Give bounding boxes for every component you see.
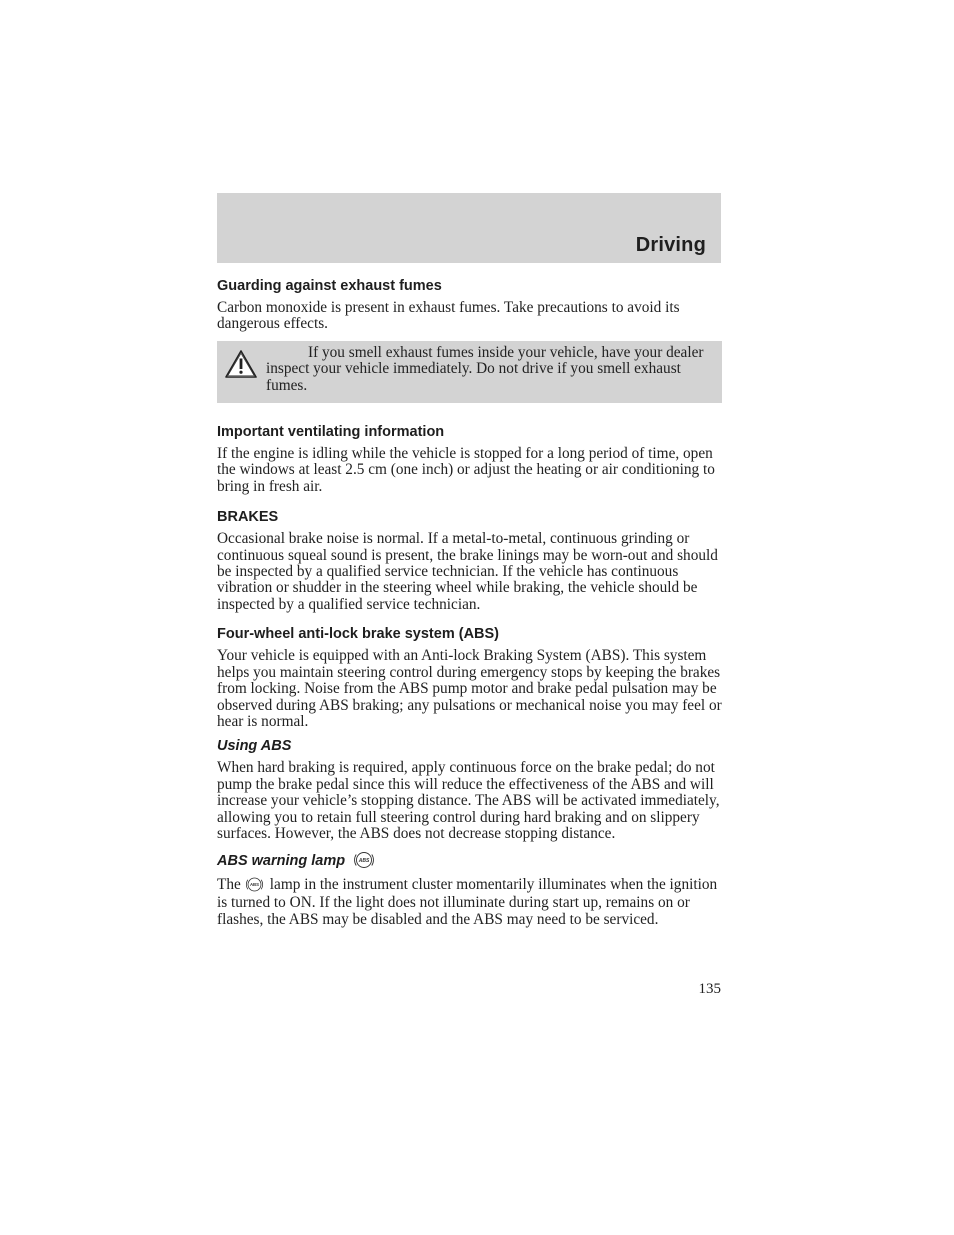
chapter-title: Driving xyxy=(635,234,706,256)
brakes-heading: BRAKES xyxy=(217,509,279,526)
warning-text: If you smell exhaust fumes inside your vehicle, have your dealer inspect your vehicle immediately. Do not drive if you smell exhaust fumes. xyxy=(266,343,704,394)
using-abs-body: When hard braking is required, apply continuous force on the brake pedal; do not pump the brake pedal since this will reduce the effectiveness of the ABS and will increase your vehicle’s stopping distance. The ABS will be activated immediately, allowing you to retain full steering control during hard braking and on slippery surfaces. However, the ABS does not decrease stopping distance. xyxy=(217,759,720,842)
page-number: 135 xyxy=(698,981,721,997)
abs-body: Your vehicle is equipped with an Anti-lock Braking System (ABS). This system helps you maintain steering control during emergency stops by keeping the brakes from locking. Noise from the ABS pump motor and brake pedal pulsation may be observed during ABS braking; any pulsations or mechanical noise you may feel or hear is normal. xyxy=(217,647,722,730)
brakes-body: Occasional brake noise is normal. If a metal-to-metal, continuous grinding or continuous squeal sound is present, the brake linings may be worn-out and should be inspected by a qualified service technician. If the vehicle has continuous vibration or shudder in the steering wheel while braking, the vehicle should be inspected by a qualified service technician. xyxy=(217,530,718,613)
abs-inline-icon xyxy=(245,875,264,894)
abs-lamp-heading xyxy=(217,850,722,872)
chapter-header-bar xyxy=(217,193,721,263)
warning-triangle-icon xyxy=(224,349,258,379)
abs-lamp-body-after: lamp in the instrument cluster momentarily illuminates when the ignition is turned to ON. If the light does not illuminate during start up, remains on or flashes, the ABS may be disabled and the ABS may need to be serviced. xyxy=(217,876,718,928)
abs-lamp-body xyxy=(217,876,722,928)
ventilating-body: If the engine is idling while the vehicle is stopped for a long period of time, open the windows at least 2.5 cm (one inch) or adjust the heating or air conditioning to bring in fresh air. xyxy=(217,445,715,495)
ventilating-heading: Important ventilating information xyxy=(217,424,445,441)
abs-lamp-heading-text: ABS warning lamp xyxy=(217,853,346,870)
svg-text:ABS: ABS xyxy=(249,882,259,888)
abs-heading: Four-wheel anti-lock brake system (ABS) xyxy=(217,626,500,643)
abs-warning-icon xyxy=(353,849,375,871)
exhaust-heading: Guarding against exhaust fumes xyxy=(217,278,442,294)
warning-box xyxy=(217,341,722,403)
svg-text:ABS: ABS xyxy=(358,858,370,865)
page-content xyxy=(217,277,722,928)
exhaust-body: Carbon monoxide is present in exhaust fumes. Take precautions to avoid its dangerous effects. xyxy=(217,299,680,333)
using-abs-heading: Using ABS xyxy=(217,738,292,755)
abs-lamp-body-before: The xyxy=(217,876,241,894)
